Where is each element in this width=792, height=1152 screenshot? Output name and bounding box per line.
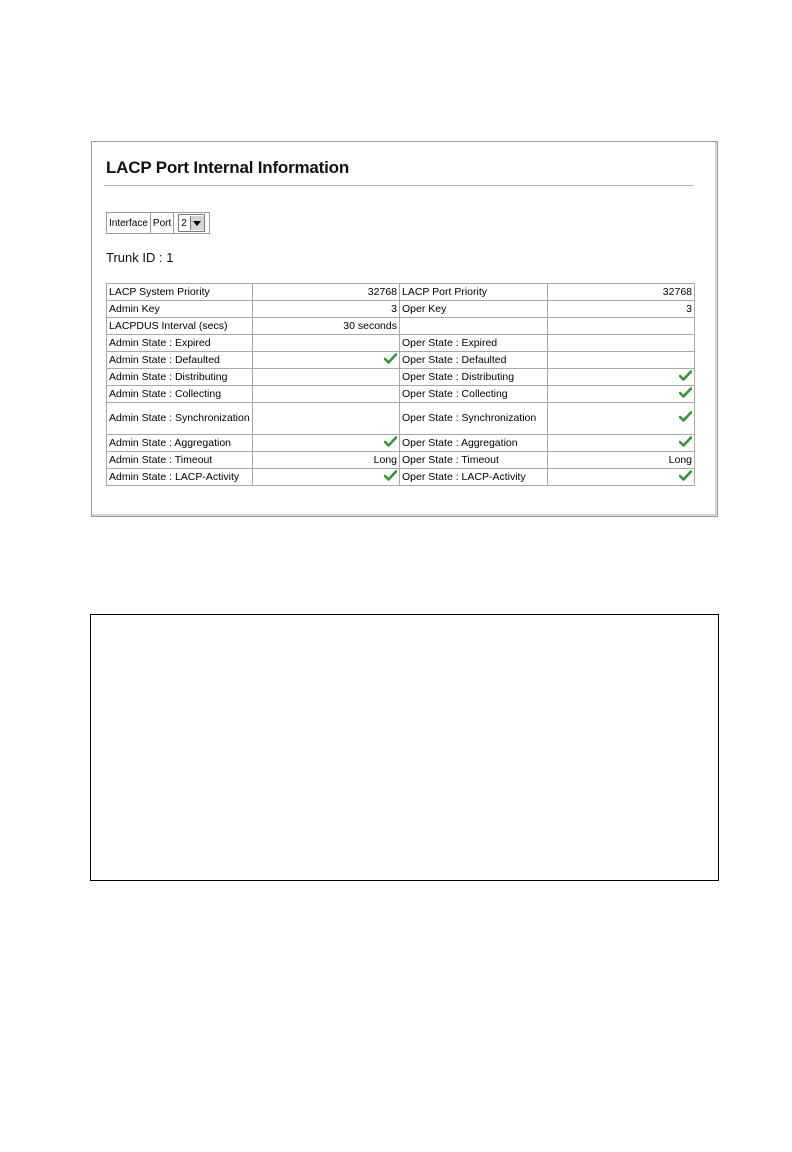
check-icon [679,411,692,426]
table-cell-oper-label [400,318,548,335]
cell-text: Oper State : Expired [402,336,498,349]
cell-text: Oper State : Defaulted [402,353,507,366]
table-cell-admin-value [253,452,400,469]
table-cell-admin-label [107,301,253,318]
table-cell-admin-label [107,284,253,301]
check-icon [679,470,692,485]
table-row [107,284,695,301]
cell-text: LACP Port Priority [402,285,487,298]
interface-label: Interface [107,213,151,233]
cell-text: Admin State : Synchronization [109,412,250,424]
cell-text: Oper Key [402,302,447,315]
table-cell-admin-value [253,352,400,369]
table-cell-admin-value [253,301,400,318]
table-cell-oper-value [548,318,695,335]
table-row [107,318,695,335]
table-cell-oper-label [400,284,548,301]
check-icon [679,436,692,451]
cell-text: Admin Key [109,302,160,315]
cell-text: Admin State : Defaulted [109,353,220,366]
check-icon [384,470,397,485]
cell-text: 30 seconds [343,319,397,332]
table-cell-admin-value [253,469,400,486]
chevron-down-icon[interactable] [190,216,204,230]
cell-text: Admin State : Expired [109,336,211,349]
table-cell-oper-label [400,435,548,452]
table-row [107,335,695,352]
cell-text: Oper State : Timeout [402,453,499,466]
table-cell-oper-value [548,386,695,403]
check-icon [679,387,692,402]
table-cell-oper-value [548,435,695,452]
cell-text: Oper State : Distributing [402,370,515,383]
table-row [107,452,695,469]
cell-text: Admin State : Timeout [109,453,213,466]
interface-selector [106,212,210,234]
cell-text: Admin State : Aggregation [109,436,231,449]
cell-text: Oper State : LACP-Activity [402,470,526,483]
table-row [107,369,695,386]
cell-text: Admin State : Collecting [109,387,222,400]
table-cell-admin-value [253,386,400,403]
table-cell-oper-label [400,469,548,486]
cell-text: LACP System Priority [109,285,210,298]
table-cell-admin-value [253,403,400,435]
table-cell-oper-label [400,386,548,403]
lacp-info-table [106,283,695,486]
check-icon [384,353,397,368]
port-select-cell [174,213,209,233]
table-cell-admin-value [253,335,400,352]
lacp-port-internal-panel [91,141,718,517]
table-cell-oper-value [548,301,695,318]
table-cell-oper-value [548,403,695,435]
table-cell-oper-value [548,452,695,469]
table-cell-admin-label [107,452,253,469]
table-cell-admin-value [253,318,400,335]
port-select-value: 2 [181,217,187,229]
empty-bordered-box [90,614,719,881]
cell-text: Long [668,453,692,466]
table-cell-oper-label [400,352,548,369]
table-cell-admin-value [253,435,400,452]
cell-text: Oper State : Collecting [402,387,508,400]
table-row [107,435,695,452]
cell-text: Admin State : LACP-Activity [109,470,240,483]
table-cell-oper-value [548,369,695,386]
table-cell-admin-label [107,318,253,335]
table-row [107,386,695,403]
table-row [107,403,695,435]
table-row [107,469,695,486]
cell-text: 3 [391,302,397,315]
table-cell-admin-value [253,369,400,386]
table-cell-admin-label [107,386,253,403]
trunk-id: Trunk ID : 1 [106,250,174,265]
table-cell-admin-label [107,435,253,452]
table-cell-admin-label [107,335,253,352]
table-cell-oper-label [400,452,548,469]
table-cell-oper-label [400,369,548,386]
table-cell-oper-label [400,301,548,318]
table-cell-oper-label [400,403,548,435]
cell-text: Oper State : Aggregation [402,436,518,449]
table-cell-admin-value [253,284,400,301]
cell-text: 32768 [367,285,397,298]
cell-text: 32768 [662,285,692,298]
table-cell-admin-label [107,352,253,369]
table-cell-oper-value [548,284,695,301]
table-cell-oper-label [400,335,548,352]
cell-text: Admin State : Distributing [109,370,228,383]
title-divider [104,185,694,187]
table-cell-oper-value [548,469,695,486]
check-icon [384,436,397,451]
cell-text: Oper State : Synchronization [402,412,537,424]
check-icon [679,370,692,385]
cell-text: 3 [686,302,692,315]
cell-text: Long [373,453,397,466]
table-row [107,301,695,318]
port-label: Port [151,213,174,233]
cell-text: LACPDUS Interval (secs) [109,319,228,332]
table-cell-admin-label [107,369,253,386]
table-cell-oper-value [548,352,695,369]
table-cell-oper-value [548,335,695,352]
port-select[interactable] [178,214,205,232]
table-cell-admin-label [107,403,253,435]
table-cell-admin-label [107,469,253,486]
page-title: LACP Port Internal Information [106,158,350,177]
table-row [107,352,695,369]
